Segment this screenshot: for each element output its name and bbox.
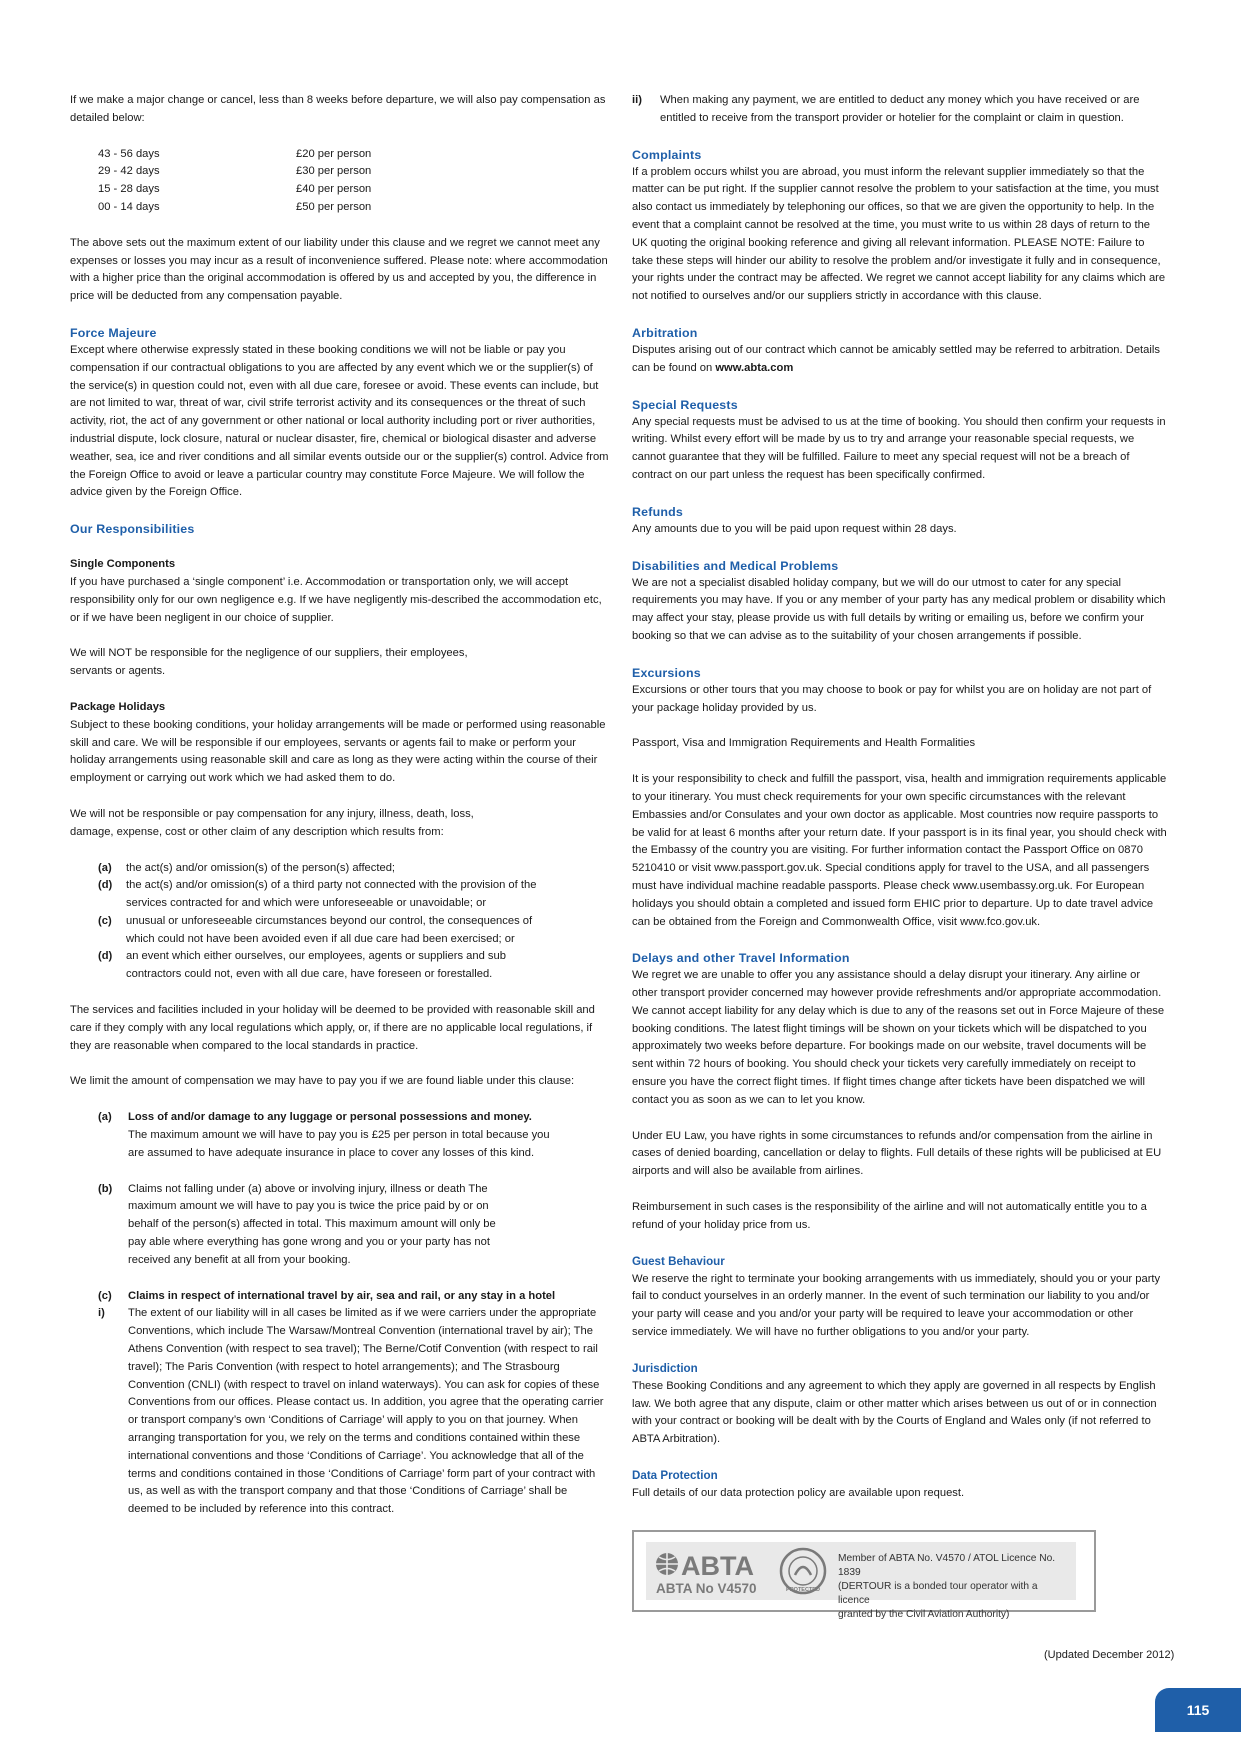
list-marker: (d) [98, 950, 113, 963]
clause-c-title: Claims in respect of international travel by air, sea and rail, or any stay in a hotel [128, 1289, 556, 1302]
complaints-heading: Complaints [632, 147, 702, 162]
package-holidays-paragraph: Subject to these booking conditions, your holiday arrangements will be made or performed using reasonable skill and care. We will be responsible if our employees, servants or agents fail to make or perform your holiday arrangements using reasonable skill and care as long as they were acting within the course of their employment or carrying out work which we had asked them to do. [70, 718, 606, 785]
abta-membership-box [632, 1530, 1096, 1620]
clause-b-text: Claims not falling under (a) above or involving injury, illness or death The maximum amount we will have to pay you is twice the price paid by or on behalf of the person(s) affected in total. This maximum amount will only be pay able where everything has gone wrong and you or your party has not received any benefit at all from your booking. [128, 1182, 496, 1266]
table-row [98, 181, 371, 199]
updated-date: (Updated December 2012) [1044, 1649, 1175, 1661]
eu-law-paragraph: Under EU Law, you have rights in some circumstances to refunds and/or compensation from the airline in cases of denied boarding, cancellation or delay to flights. Full details of these rights will be publicised at EU airports and will also be available from airlines. [632, 1129, 1162, 1178]
clause-marker: ii) [632, 94, 642, 106]
services-paragraph: The services and facilities included in your holiday will be deemed to be provided with reasonable skill and care if they comply with any local regulations which apply, or, if there are no applicable local regulations, if they are reasonable when compared to the local standards in practice. [70, 1004, 595, 1052]
not-pay-intro: We will not be responsible or pay compensation for any injury, illness, death, loss, damage, expense, cost or other claim of any description which results from: [70, 807, 474, 838]
abta-panel [646, 1542, 1076, 1620]
table-row [98, 199, 371, 217]
clause-a-text: The maximum amount we will have to pay you is £25 per person in total because you are assumed to have adequate insurance in place to cover any losses of this kind. [128, 1129, 550, 1159]
abta-globe-icon [654, 1548, 766, 1596]
protected-seal-icon [778, 1546, 828, 1596]
disabilities-paragraph: We are not a specialist disabled holiday company, but we will do our utmost to cater for any special requirements you may have. If you or any member of your party has any medical problem or disability which may affect your stay, please provide us with full details by writing or emailing us, before we confirm your booking so that we can advise as to the suitability of your chosen arrangements if possible. [632, 576, 1166, 642]
list-text: the act(s) and/or omission(s) of the person(s) affected; [126, 861, 396, 874]
excursions-heading: Excursions [632, 665, 701, 680]
disabilities-heading: Disabilities and Medical Problems [632, 558, 839, 573]
data-protection-paragraph: Full details of our data protection policy are available upon request. [632, 1487, 965, 1500]
list-text: the act(s) and/or omission(s) of a third party not connected with the provision of the services contracted for and which were unforeseeable or unavoidable; or [126, 879, 537, 910]
abta-line-3: granted by the Civil Aviation Authority) [838, 1609, 1010, 1620]
compensation-days: 29 - 42 days [98, 165, 160, 178]
left-column [70, 92, 610, 1537]
table-row [98, 163, 371, 181]
passport-paragraph: It is your responsibility to check and fulfill the passport, visa, health and immigration requirements applicable to your itinerary. You must check requirements for your own specific circumstances with the relevant Embassies and/or Consulates and your own doctor as applicable. Most countries now require passports to be valid for at least 6 months after your return date. If your passport is in its final year, you should check with the Embassy of the country you are visiting. For further information contact the Passport Office on 0870 5210410 or visit www.passport.gov.uk. Special conditions apply for travel to the USA, and all passengers must have individual machine readable passports. Please check www.usembassy.org.uk. For European holidays you should obtain a completed and issued form EHIC prior to departure. Up to date travel advice can be obtained from the Foreign and Commonwealth Office, visit www.fco.gov.uk. [632, 773, 1167, 928]
clause-c [70, 1288, 610, 1306]
compensation-amount: £30 per person [296, 165, 372, 178]
package-holidays-heading: Package Holidays [70, 700, 166, 713]
force-majeure-heading: Force Majeure [70, 325, 157, 340]
list-item [98, 860, 538, 878]
list-text: unusual or unforeseeable circumstances beyond our control, the consequences of which could not have been avoided even if all due care had been exercised; or [126, 914, 533, 945]
clause-b [70, 1181, 510, 1270]
abta-logo [654, 1548, 766, 1596]
clause-ii-text: When making any payment, we are entitled to deduct any money which you have received or are entitled to receive from the transport provider or hotelier for the complaint or claim in question. [660, 94, 1140, 124]
table-row [98, 146, 371, 164]
list-text: an event which either ourselves, our employees, agents or suppliers and sub contractors could not, even with all due care, have foreseen or forestalled. [126, 950, 506, 981]
list-marker: (c) [98, 914, 112, 927]
arbitration-heading: Arbitration [632, 325, 698, 340]
single-components-heading: Single Components [70, 558, 176, 571]
page-number: 115 [1155, 1688, 1241, 1732]
compensation-intro: If we make a major change or cancel, less than 8 weeks before departure, we will also pay compensation as detailed below: [70, 94, 606, 124]
data-protection-heading: Data Protection [632, 1469, 718, 1483]
compensation-table [98, 146, 371, 217]
force-majeure-paragraph: Except where otherwise expressly stated in these booking conditions we will not be liable or pay you compensation if our contractual obligations to you are affected by any event which we or the supplier(s) of the service(s) in question could not, even with all due care, foresee or avoid. These events can include, but are not limited to war, threat of war, civil strife terrorist activity and its consequences or the threat of such activity, riot, the act of any government or other national or local authority including port or river authorities, industrial dispute, lock closure, natural or nuclear disaster, fire, chemical or biological disaster and adverse weather, sea, ice and river conditions and all similar events outside our or the supplier(s) control. Advice from the Foreign Office to avoid or leave a particular country may constitute Force Majeure. We will follow the advice given by the Foreign Office. [70, 343, 609, 499]
not-responsible-paragraph: We will NOT be responsible for the negligence of our suppliers, their employees, servants or agents. [70, 647, 468, 678]
special-requests-paragraph: Any special requests must be advised to us at the time of booking. You should then confirm your requests in writing. Whilst every effort will be made by us to try and arrange your reasonable special requests, we cannot guarantee that they will be fulfilled. Failure to meet any special request will not be a breach of contract on our part unless the request has been specifically confirmed. [632, 415, 1166, 481]
list-item [98, 913, 538, 949]
list-item [98, 877, 538, 913]
abta-line-2: (DERTOUR is a bonded tour operator with a licence [838, 1581, 1038, 1606]
abta-line-1: Member of ABTA No. V4570 / ATOL Licence No. 1839 [838, 1553, 1056, 1578]
jurisdiction-heading: Jurisdiction [632, 1361, 698, 1375]
refunds-heading: Refunds [632, 504, 683, 519]
compensation-amount: £50 per person [296, 200, 372, 213]
limit-paragraph: We limit the amount of compensation we may have to pay you if we are found liable under this clause: [70, 1075, 575, 1088]
refunds-paragraph: Any amounts due to you will be paid upon request within 28 days. [632, 522, 957, 535]
clause-ii [632, 92, 1167, 128]
compensation-days: 43 - 56 days [98, 147, 160, 160]
compensation-amount: £20 per person [296, 147, 372, 160]
responsibilities-heading: Our Responsibilities [70, 522, 195, 537]
compensation-days: 15 - 28 days [98, 183, 160, 196]
arbitration-text: Disputes arising out of our contract which cannot be amicably settled may be referred to arbitration. Details can be found on [632, 343, 1160, 374]
abta-logo-number: ABTA No V4570 [656, 1581, 757, 1596]
compensation-amount: £40 per person [296, 183, 372, 196]
abta-link[interactable]: www.abta.com [715, 361, 794, 374]
single-components-paragraph: If you have purchased a ‘single component’ i.e. Accommodation or transportation only, we will accept responsibility only for our own negligence e.g. If we have negligently mis-described the accommodation etc, or if we have been negligent in our choice of supplier. [70, 575, 602, 624]
guest-behaviour-heading: Guest Behaviour [632, 1254, 725, 1268]
passport-heading: Passport, Visa and Immigration Requirements and Health Formalities [632, 737, 976, 750]
max-extent-paragraph: The above sets out the maximum extent of our liability under this clause and we regret we cannot meet any expenses or losses you may incur as a result of inconvenience suffered. Please note: where accommodation with a higher price than the original accommodation is offered by us and accepted by you, the difference in price will be deducted from any compensation payable. [70, 236, 608, 303]
clause-a [70, 1109, 560, 1162]
list-item [98, 948, 538, 984]
clause-i-text: The extent of our liability will in all cases be limited as if we were carriers under the appropriate Conventions, which include The Warsaw/Montreal Convention (international travel by air); The Athens Convention (with respect to sea travel); The Berne/Cotif Convention (with respect to rail travel); The Paris Convention (with respect to hotel arrangements); and The Strasbourg Convention (CNLI) (with respect to travel on inland waterways). You can ask for copies of these Conventions from our offices. Please contact us. In addition, you agree that the operating carrier or transport company’s own ‘Conditions of Carriage’ will apply to you on that journey. When arranging transportation for you, we rely on the terms and conditions contained within these international conventions and those ‘Conditions of Carriage’. You acknowledge that all of the terms and conditions contained in those ‘Conditions of Carriage’ form part of your contract with us, as well as with the transport company and that those ‘Conditions of Carriage’ shall be deemed to be included by reference into this contract. [128, 1307, 604, 1516]
reimbursement-paragraph: Reimbursement in such cases is the responsibility of the airline and will not automatically entitle you to a refund of your holiday price from us. [632, 1201, 1147, 1231]
right-column [632, 92, 1167, 1521]
atol-seal [778, 1546, 828, 1596]
guest-behaviour-paragraph: We reserve the right to terminate your booking arrangements with us immediately, should you or your party fail to conduct yourselves in an orderly manner. In the event of such termination our liability to you and/or your party will cease and you and/or your party will be required to leave your accommodation or other service immediately. We will have no further obligations to you and/or your party. [632, 1272, 1161, 1339]
jurisdiction-paragraph: These Booking Conditions and any agreement to which they apply are governed in all respects by English law. We both agree that any dispute, claim or other matter which arises between us out of or in connection with your contract or booking will be dealt with by the Courts of England and Wales only (if not referred to ABTA Arbitration). [632, 1379, 1157, 1446]
clause-marker: (c) [98, 1289, 112, 1302]
abta-logo-text: ABTA [681, 1551, 754, 1581]
exclusions-list [70, 860, 538, 985]
compensation-days: 00 - 14 days [98, 200, 160, 213]
clause-i [70, 1305, 610, 1519]
seal-text: PROTECTED [786, 1587, 820, 1593]
abta-membership-text [838, 1552, 1070, 1622]
delays-heading: Delays and other Travel Information [632, 951, 850, 966]
special-requests-heading: Special Requests [632, 397, 738, 412]
arbitration-paragraph [632, 342, 1167, 378]
list-marker: (d) [98, 879, 113, 892]
clause-marker: i) [98, 1307, 105, 1320]
clause-a-title: Loss of and/or damage to any luggage or personal possessions and money. [128, 1111, 532, 1124]
clause-marker: (b) [98, 1182, 113, 1195]
list-marker: (a) [98, 861, 112, 874]
excursions-paragraph: Excursions or other tours that you may choose to book or pay for whilst you are on holiday are not part of your package holiday provided by us. [632, 683, 1152, 714]
complaints-paragraph: If a problem occurs whilst you are abroad, you must inform the relevant supplier immediately so that the matter can be put right. If the supplier cannot resolve the problem to your satisfaction at the time, you must also contact us immediately by telephoning our offices, so that we are given the opportunity to help. In the event that a complaint cannot be resolved at the time, you must write to us within 28 days of return to the UK quoting the original booking reference and giving all relevant information. PLEASE NOTE: Failure to take these steps will hinder our ability to resolve the problem and/or investigate it fully and in consequence, your rights under the contract may be affected. We regret we cannot accept liability for any claims which are not notified to ourselves and/or our suppliers strictly in accordance with this clause. [632, 165, 1166, 303]
delays-paragraph: We regret we are unable to offer you any assistance should a delay disrupt your itinerary. Any airline or other transport provider concerned may however provide refreshments and/or appropriate accommodation. We cannot accept liability for any delay which is due to any of the reasons set out in Force Majeure of these booking conditions. The latest flight timings will be shown on your tickets which will be dispatched to you approximately two weeks before departure. For bookings made on our website, travel documents will be sent within 72 hours of booking. You should check your tickets very carefully immediately on receipt to ensure you have the correct flight times. If flight times change after tickets have been dispatched we will contact you as soon as we can to let you know. [632, 969, 1165, 1106]
clause-marker: (a) [98, 1111, 112, 1124]
